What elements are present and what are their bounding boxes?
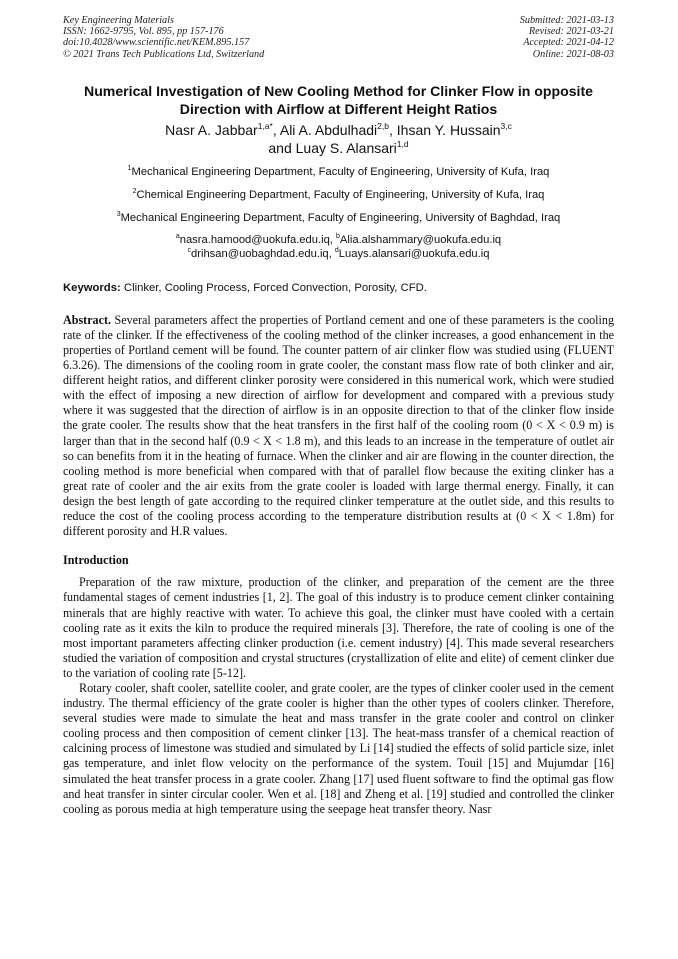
email-line: $^a$nasra.hamood@uokufa.edu.iq, $^b$Alia.alshammary@uokufa.edu.iq <box>175 232 502 246</box>
author: and Luay S. Alansari$^{1,d}$ <box>268 138 409 156</box>
journal-info <box>63 15 264 60</box>
date-accepted: Accepted: 2021-04-12 <box>523 37 614 49</box>
journal-header <box>63 0 614 60</box>
email-link[interactable]: Luays.alansari@uokufa.edu.iq <box>338 247 490 260</box>
email-link[interactable]: Alia.alshammary@uokufa.edu.iq <box>339 233 502 246</box>
introduction-heading: Introduction <box>63 553 129 568</box>
abstract <box>63 313 614 539</box>
introduction-paragraph: Preparation of the raw mixture, production of the clinker, and preparation of the cement are the three fundamental stages of cement industries [1, 2]. The goal of this industry is to produce cement clinker containing minerals that are highly reactive with water. To achieve this goal, the clinker must have cooled with a certain cooling rate as it exits the kiln to produce the required minerals [3]. Therefore, the rate of cooling is one of the most important parameters affecting clinker production (i.e. cement industry) [4]. This made several researchers studied the variation of composition and crystal structures (crystallization of elite and elite) of cement clinker due to the variation of cooling rate [5-12]. <box>63 575 614 680</box>
author: Ali A. Abdulhadi$^{2,b}$, <box>279 120 397 138</box>
affiliation: $^2$Chemical Engineering Department, Faculty of Engineering, University of Kufa, Iraq <box>132 187 545 201</box>
affiliation: $^3$Mechanical Engineering Department, Faculty of Engineering, University of Baghdad, Iraq <box>116 210 561 224</box>
keywords-label: Keywords: <box>63 281 121 294</box>
journal-copyright: © 2021 Trans Tech Publications Ltd, Switzerland <box>63 48 265 60</box>
email-line: $^c$drihsan@uobaghdad.edu.iq, $^d$Luays.alansari@uokufa.edu.iq <box>187 246 490 260</box>
date-submitted: Submitted: 2021-03-13 <box>519 15 614 26</box>
affiliations <box>63 165 614 225</box>
affiliation: $^1$Mechanical Engineering Department, Faculty of Engineering, University of Kufa, Iraq <box>127 164 550 178</box>
keywords <box>63 281 614 295</box>
email-link[interactable]: nasra.hamood@uokufa.edu.iq, <box>179 233 337 246</box>
abstract-text: Several parameters affect the properties of Portland cement and one of these parameters is the cooling rate of the clinker. If the effectiveness of the cooling method of the clinker increases, a good enhancement in the properties of Portland cement will be found. The counter pattern of air clinker flow was studied using (FLUENT 6.3.26). The dimensions of the cooling room in grate cooler, the constant mass flow rate of both clinker and air, different height ratios, and different clinker porosity were considered in this numerical work, which were studied with the effect of imposing a new direction of airflow for development and compared with a previous study where it was suggested that the direction of airflow is in an opposite direction to that of the clinker flow inside the grate cooler. The results show that the heat transfers in the first half of the cooling room (0 < X < 0.9 m) is larger than that in the second half (0.9 < X < 1.8 m), and this leads to an increase in the temperature of outlet air so can benefits from it in the heating of furnace. When the clinker and air are flowing in the counter direction, the cooling method is more beneficial when compared with that of parallel flow because the exiting clinker has a great rate of cooler and the air exits from the grate cooler is loaded with large thermal energy. Finally, it can design the best length of gate according to the required clinker temperature at the outlet side, and this results to reduce the cost of the cooling process according to the temperature distribution results at (0 < X < 1.8m) for different porosity and H.R values. <box>63 312 614 539</box>
paper-title: Numerical Investigation of New Cooling Method for Clinker Flow in opposite Direction with Airflow at Different Height Ratios <box>84 82 593 117</box>
journal-name: Key Engineering Materials <box>63 15 174 26</box>
author-emails <box>63 233 614 261</box>
author-list <box>63 121 614 157</box>
email-link[interactable]: drihsan@uobaghdad.edu.iq, <box>191 247 335 260</box>
author: Ihsan Y. Hussain$^{3,c}$ <box>396 120 512 138</box>
journal-issn: ISSN: 1662-9795, Vol. 895, pp 157-176 <box>63 26 224 38</box>
journal-doi: doi:10.4028/www.scientific.net/KEM.895.157 <box>63 37 250 49</box>
introduction-paragraph: Rotary cooler, shaft cooler, satellite cooler, and grate cooler, are the types of clinker cooler used in the cement industry. The thermal efficiency of the grate cooler is higher than the other types of coolers clinker. Therefore, several studies were made to simulate the heat and mass transfer in the grate cooler and control on clinker cooling process and then composition of cement clinker [13]. The heat-mass transfer of a chemical reaction of calcining process of limestone was studied and simulated by Li [14] studied the effects of solid particle size, inlet gas temperature, and inlet flow velocity on the performance of the system. Touil [15] and Mujumdar [16] simulated the heat transfer process in a grate cooler. Zhang [17] used fluent software to find the optimal gas flow and heat transfer in sinter circular cooler. Wen et al. [18] and Zheng et al. [19] studied and controlled the clinker cooling as porous media at high temperature using the seepage heat transfer theory. Nasr <box>63 680 614 816</box>
date-revised: Revised: 2021-03-21 <box>528 26 614 38</box>
submission-dates <box>520 15 614 60</box>
author: Nasr A. Jabbar$^{1,a*}$, <box>165 120 280 138</box>
keywords-text: Clinker, Cooling Process, Forced Convection, Porosity, CFD. <box>120 281 427 294</box>
date-online: Online: 2021-08-03 <box>532 48 614 60</box>
abstract-label: Abstract. <box>63 312 112 327</box>
